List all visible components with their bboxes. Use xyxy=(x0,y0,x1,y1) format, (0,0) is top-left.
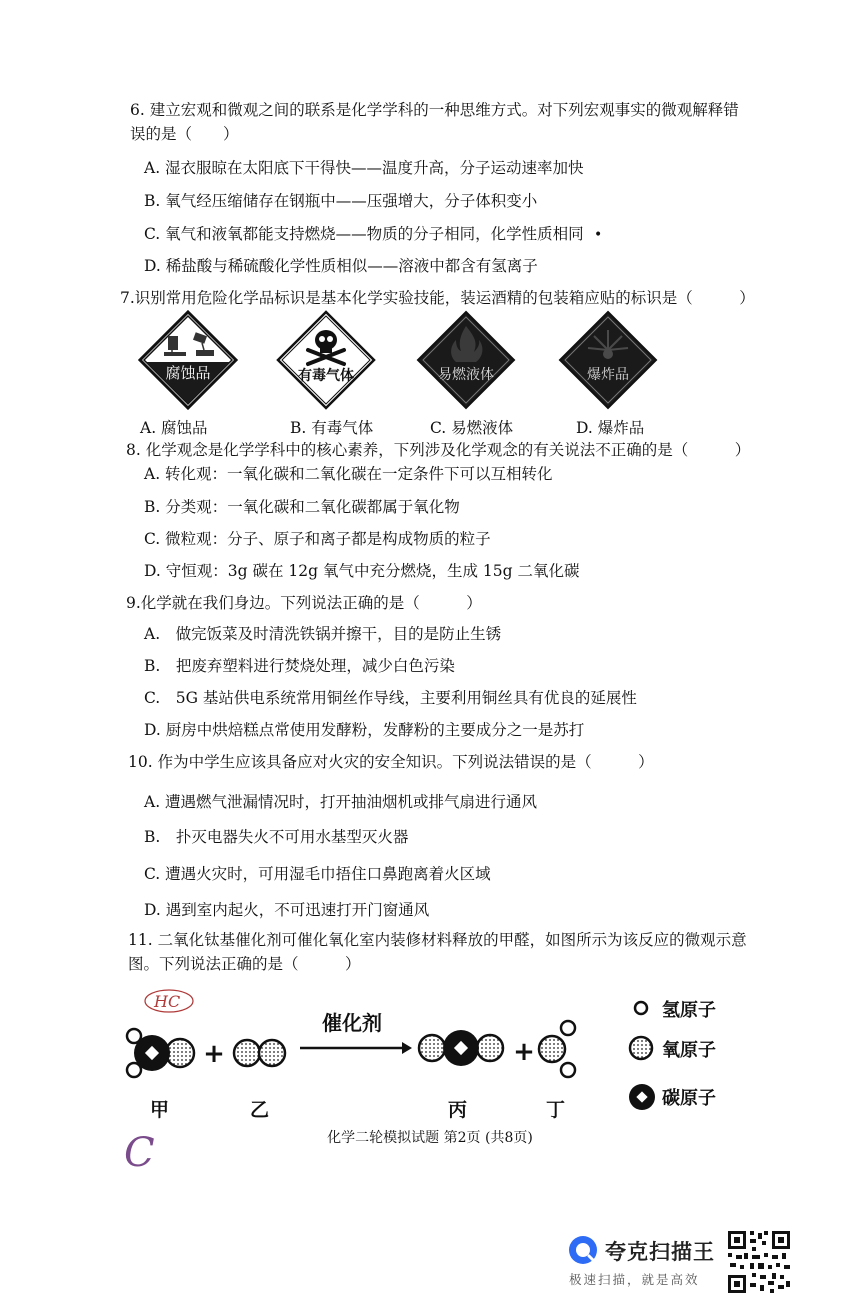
flammable-liquid-sign-text: 易燃液体 xyxy=(438,367,494,383)
q6-option-a: A. 湿衣服晾在太阳底下干得快——温度升高，分子运动速率加快 xyxy=(144,159,584,177)
q10-option-b: B. 扑灭电器失火不可用水基型灭火器 xyxy=(144,828,409,846)
oxygen-atom-icon xyxy=(628,1035,654,1061)
q8-option-d: D. 守恒观：3g 碳在 12g 氧气中充分燃烧，生成 15g 二氧化碳 xyxy=(144,562,580,580)
watermark-slogan: 极速扫描，就是高效 xyxy=(569,1272,700,1287)
explosion-icon xyxy=(558,310,658,410)
carbon-atom-icon xyxy=(628,1083,658,1113)
explosive-sign xyxy=(558,310,658,410)
q8-option-b: B. 分类观：一氧化碳和二氧化碳都属于氧化物 xyxy=(144,498,460,516)
q11-stem-line2: 图。下列说法正确的是（ ） xyxy=(128,955,361,973)
molecule-jia xyxy=(127,1029,194,1077)
toxic-gas-sign xyxy=(276,310,376,410)
q7-option-b: B. 有毒气体 xyxy=(290,419,374,437)
corrosive-sign-text: 腐蚀品 xyxy=(165,364,211,382)
q6-stem-line1: 6. 建立宏观和微观之间的联系是化学学科的一种思维方式。对下列宏观事实的微观解释错 xyxy=(130,101,739,119)
label-ding: 丁 xyxy=(546,1099,566,1121)
toxic-gas-sign-text: 有毒气体 xyxy=(298,368,354,384)
q9-option-c: C. 5G 基站供电系统常用铜丝作导线，主要利用铜丝具有优良的延展性 xyxy=(144,689,637,707)
flame-icon xyxy=(416,310,516,410)
q7-options-row xyxy=(140,416,780,438)
q9-stem: 9.化学就在我们身边。下列说法正确的是（ ） xyxy=(126,594,482,612)
explosive-sign-text: 爆炸品 xyxy=(587,367,629,383)
q6-option-b: B. 氧气经压缩储存在钢瓶中——压强增大，分子体积变小 xyxy=(144,192,538,210)
corrosive-sign-icon xyxy=(138,310,238,410)
corrosive-sign xyxy=(138,310,238,410)
q6-option-d: D. 稀盐酸与稀硫酸化学性质相似——溶液中都含有氢离子 xyxy=(144,257,538,275)
q8-stem: 8. 化学观念是化学学科中的核心素养，下列涉及化学观念的有关说法不正确的是（ ） xyxy=(126,441,751,459)
legend-oxygen-label: 氧原子 xyxy=(662,1040,716,1061)
atom-legend xyxy=(628,995,768,1125)
label-yi: 乙 xyxy=(250,1099,270,1121)
q10-option-c: C. 遭遇火灾时，可用湿毛巾捂住口鼻跑离着火区域 xyxy=(144,865,491,883)
molecule-bing xyxy=(419,1030,503,1066)
q9-option-a: A. 做完饭菜及时清洗铁锅并擦干，目的是防止生锈 xyxy=(144,625,502,643)
hazard-sign-row xyxy=(138,310,778,410)
molecule-ding xyxy=(539,1021,575,1077)
q10-option-a: A. 遭遇燃气泄漏情况时，打开抽油烟机或排气扇进行通风 xyxy=(144,793,538,811)
q10-option-d: D. 遇到室内起火，不可迅速打开门窗通风 xyxy=(144,901,430,919)
q7-option-a: A. 腐蚀品 xyxy=(140,419,208,437)
page-footer: 化学二轮模拟试题 第2页 (共8页) xyxy=(327,1130,533,1146)
watermark-app-name: 夸克扫描王 xyxy=(605,1240,715,1264)
catalyst-label: 催化剂 xyxy=(322,1011,382,1035)
handwritten-answer-text: C xyxy=(124,1130,155,1174)
molecule-yi xyxy=(234,1040,285,1066)
plus-sign-2: + xyxy=(513,1037,535,1067)
handwritten-formula-text: HC xyxy=(154,992,181,1011)
q6-option-c: C. 氧气和液氧都能支持燃烧——物质的分子相同，化学性质相同 xyxy=(144,225,584,243)
label-jia: 甲 xyxy=(150,1099,170,1121)
hydrogen-atom-icon xyxy=(628,995,654,1021)
legend-hydrogen-label: 氢原子 xyxy=(662,1000,716,1021)
q6-stem-line2: 误的是（ ） xyxy=(130,125,239,143)
q8-option-c: C. 微粒观：分子、原子和离子都是构成物质的粒子 xyxy=(144,530,491,548)
q9-option-b: B. 把废弃塑料进行焚烧处理，减少白色污染 xyxy=(144,657,455,675)
qr-code-icon xyxy=(726,1229,792,1295)
quark-logo-icon xyxy=(567,1234,599,1266)
arrow-head-icon xyxy=(402,1042,412,1054)
q8-option-a: A. 转化观：一氧化碳和二氧化碳在一定条件下可以互相转化 xyxy=(144,465,553,483)
legend-carbon-label: 碳原子 xyxy=(662,1088,716,1109)
q7-stem: 7.识别常用危险化学品标识是基本化学实验技能，装运酒精的包装箱应贴的标识是（ ） xyxy=(120,289,755,307)
scanner-watermark xyxy=(567,1232,727,1292)
stray-mark: • xyxy=(594,227,603,243)
q9-option-d: D. 厨房中烘焙糕点常使用发酵粉，发酵粉的主要成分之一是苏打 xyxy=(144,721,585,739)
flammable-liquid-sign xyxy=(416,310,516,410)
q7-option-c: C. 易燃液体 xyxy=(430,419,514,437)
q7-option-d: D. 爆炸品 xyxy=(576,419,645,437)
plus-sign-1: + xyxy=(203,1039,225,1069)
q10-stem: 10. 作为中学生应该具备应对火灾的安全知识。下列说法错误的是（ ） xyxy=(128,753,654,771)
label-bing: 丙 xyxy=(448,1099,468,1121)
skull-icon xyxy=(276,310,376,410)
handwritten-answer xyxy=(122,1130,162,1174)
q11-stem-line1: 11. 二氧化钛基催化剂可催化氧化室内装修材料释放的甲醛，如图所示为该反应的微观示意 xyxy=(128,931,747,949)
